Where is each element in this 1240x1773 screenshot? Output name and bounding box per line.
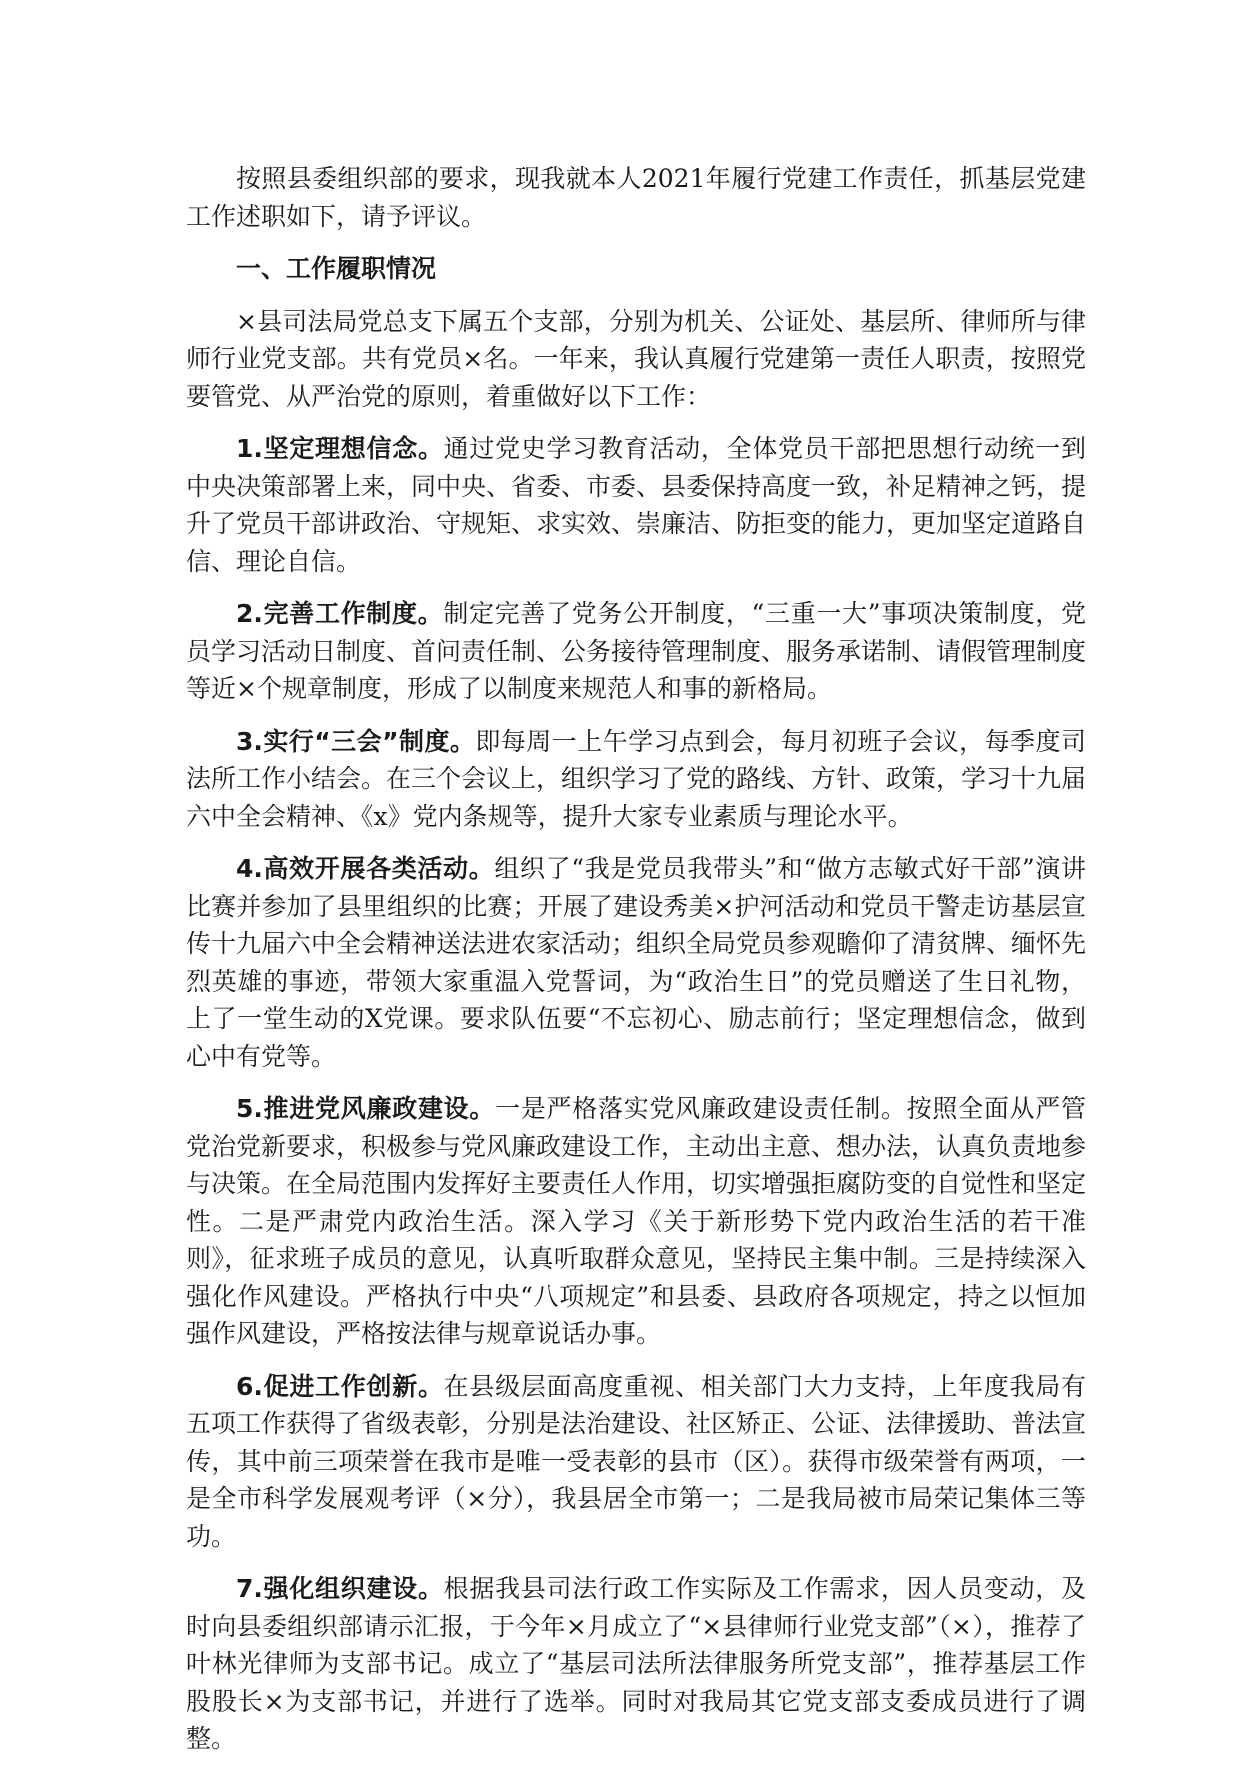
intro-paragraph: 按照县委组织部的要求，现我就本人2021年履行党建工作责任，抓基层党建工作述职如下，请予评议。 <box>186 164 1086 231</box>
item-paragraph-5 <box>186 1090 1086 1353</box>
item-lead-6: 6.促进工作创新。 <box>236 1371 444 1401</box>
section-intro-paragraph: ×县司法局党总支下属五个支部，分别为机关、公证处、基层所、律师所与律师行业党支部。共有党员×名。一年来，我认真履行党建第一责任人职责，按照党要管党、从严治党的原则，着重做好以下工作： <box>186 306 1086 411</box>
item-lead-2: 2.完善工作制度。 <box>236 599 444 628</box>
item-text-2: 制定完善了党务公开制度，“三重一大”事项决策制度，党员学习活动日制度、首问责任制、公务接待管理制度、服务承诺制、请假管理制度等近×个规章制度，形成了以制度来规范人和事的新格局。 <box>186 599 1087 703</box>
item-text-7: 根据我县司法行政工作实际及工作需求，因人员变动，及时向县委组织部请示汇报，于今年×月成立了“×县律师行业党支部”（×），推荐了叶林光律师为支部书记。成立了“基层司法所法律服务所党支部”，推荐基层工作股股长×为支部书记，并进行了选举。同时对我局其它党支部支委成员进行了调整。 <box>186 1574 1086 1753</box>
item-paragraph-6 <box>186 1368 1086 1556</box>
item-lead-5: 5.推进党风廉政建设。 <box>236 1094 496 1123</box>
item-lead-7: 7.强化组织建设。 <box>236 1574 444 1603</box>
item-lead-1: 1.坚定理想信念。 <box>236 434 444 463</box>
document-body <box>186 160 1086 1773</box>
item-paragraph-4 <box>186 850 1086 1075</box>
item-paragraph-2 <box>186 595 1086 708</box>
item-paragraph-7 <box>186 1570 1086 1758</box>
item-text-3: 即每周一上午学习点到会，每月初班子会议，每季度司法所工作小结会。在三个会议上，组织学习了党的路线、方针、政策，学习十九届六中全会精神、《x》党内条规等，提升大家专业素质与理论水平。 <box>186 726 1087 831</box>
item-paragraph-3 <box>186 723 1086 836</box>
item-lead-3: 3.实行“三会”制度。 <box>236 726 476 756</box>
section-heading: 一、工作履职情况 <box>236 254 437 283</box>
item-text-1: 通过党史学习教育活动，全体党员干部把思想行动统一到中央决策部署上来，同中央、省委、市委、县委保持高度一致，补足精神之钙，提升了党员干部讲政治、守规矩、求实效、崇廉洁、防拒变的能力，更加坚定道路自信、理论自信。 <box>186 434 1087 576</box>
item-text-5: 一是严格落实党风廉政建设责任制。按照全面从严管党治党新要求，积极参与党风廉政建设工作，主动出主意、想办法，认真负责地参与决策。在全局范围内发挥好主要责任人作用，切实增强拒腐防变的自觉性和坚定性。二是严肃党内政治生活。深入学习《关于新形势下党内政治生活的若干准则》，征求班子成员的意见，认真听取群众意见，坚持民主集中制。三是持续深入强化作风建设。严格执行中央“八项规定”和县委、县政府各项规定，持之以恒加强作风建设，严格按法律与规章说话办事。 <box>186 1094 1087 1348</box>
item-text-4: 组织了“我是党员我带头”和“做方志敏式好干部”演讲比赛并参加了县里组织的比赛；开展了建设秀美×护河活动和党员干警走访基层宣传十九届六中全会精神送法进农家活动；组织全局党员参观瞻仰了清贫牌、缅怀先烈英雄的事迹，带领大家重温入党誓词，为“政治生日”的党员赠送了生日礼物，上了一堂生动的X党课。要求队伍要“不忘初心、励志前行；坚定理想信念，做到心中有党等。 <box>186 854 1087 1071</box>
item-paragraph-1 <box>186 430 1086 580</box>
item-lead-4: 4.高效开展各类活动。 <box>236 854 495 883</box>
item-text-6: 在县级层面高度重视、相关部门大力支持，上年度我局有五项工作获得了省级表彰，分别是法治建设、社区矫正、公证、法律援助、普法宣传，其中前三项荣誉在我市是唯一受表彰的县市（区）。获得市级荣誉有两项，一是全市科学发展观考评（×分），我县居全市第一；二是我局被市局荣记集体三等功。 <box>186 1371 1087 1551</box>
